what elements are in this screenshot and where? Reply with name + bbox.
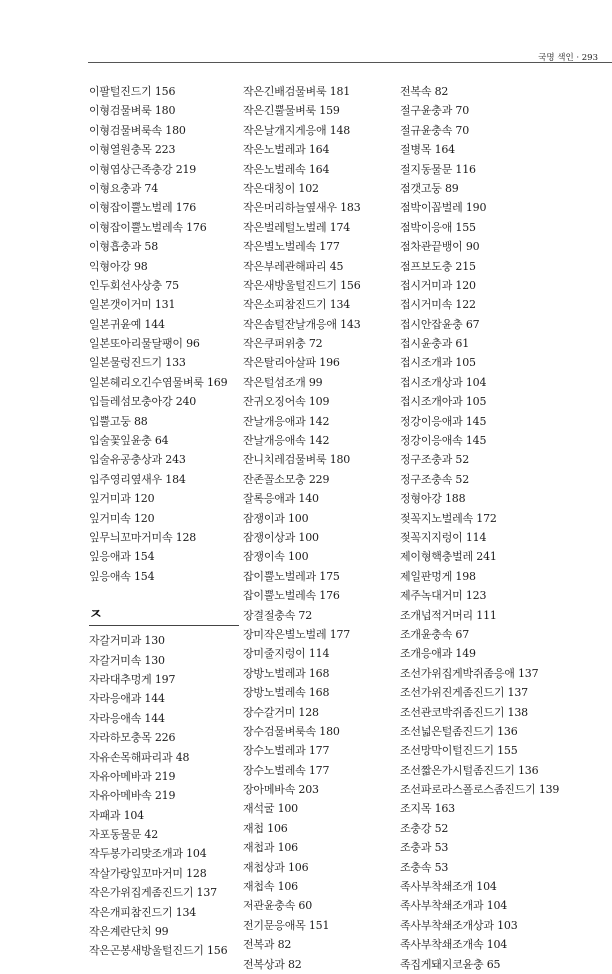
index-entry: 이형잡이뿔노벌레 176	[89, 201, 197, 215]
index-entry: 잠쟁이속 100	[243, 550, 309, 564]
index-entry: 잠쟁이상과 100	[243, 530, 319, 544]
index-entry: 조충속 53	[400, 860, 449, 874]
index-column-2	[243, 82, 403, 974]
index-entry: 잎거미속 120	[89, 511, 155, 525]
index-entry: 입술꽃잎윤충 64	[89, 434, 169, 448]
index-entry: 재석굴 100	[243, 802, 298, 816]
index-entry: 작은개피참진드기 134	[89, 905, 197, 919]
index-entry: 입주영리옆새우 184	[89, 472, 186, 486]
index-entry: 족사부착쇄조개속 104	[400, 938, 508, 952]
index-entry: 작은긴배검물벼룩 181	[243, 85, 351, 98]
index-entry: 자갈거미속 130	[89, 653, 165, 667]
index-entry: 작은부레관해파리 45	[243, 259, 344, 273]
index-entry: 자유손목해파리과 48	[89, 750, 190, 764]
index-entry: 조선관코박쥐좀진드기 138	[400, 705, 528, 719]
index-entry: 전복상과 82	[243, 957, 302, 971]
index-entry: 자라응애과 144	[89, 692, 165, 706]
index-entry: 입들레섬모충아강 240	[89, 395, 197, 409]
index-entry: 제일판멍게 198	[400, 569, 476, 583]
index-entry: 잔날개응애속 142	[243, 434, 330, 448]
index-entry: 장방노벌레속 168	[243, 686, 330, 700]
index-entry: 접시안잡윤충 67	[400, 317, 480, 331]
index-entry: 전기문응애목 151	[243, 918, 330, 932]
index-entry: 접시거미과 120	[400, 278, 476, 292]
section-rule	[89, 625, 239, 626]
index-entry: 점박이응애 155	[400, 220, 476, 234]
index-entry: 자유아메바속 219	[89, 789, 176, 803]
entries-list	[89, 82, 249, 586]
index-entry: 잡이뿔노벌레속 176	[243, 589, 340, 603]
index-entry: 인두회선사상충 75	[89, 278, 179, 292]
index-entry: 젖꼭지노벌레속 172	[400, 511, 497, 525]
index-entry: 작은긴뿔물벼룩 159	[243, 104, 340, 118]
index-entry: 조선가위진게좀진드기 137	[400, 686, 528, 700]
index-entry: 일본헤리오긴수염물벼룩 169	[89, 375, 228, 389]
index-entry: 접시조개아과 105	[400, 395, 487, 409]
index-entry: 재첩과 106	[243, 841, 298, 855]
index-entry: 조개윤충속 67	[400, 627, 470, 641]
index-entry: 제주녹대거미 123	[400, 589, 487, 603]
index-entry: 정구조충과 52	[400, 453, 470, 467]
index-entry: 절지동물문 116	[400, 162, 476, 176]
index-entry: 작두봉가리맞조개과 104	[89, 847, 207, 861]
index-entry: 족사부착쇄조개상과 103	[400, 918, 518, 932]
index-entry: 잡이뿔노벌레과 175	[243, 569, 340, 583]
index-entry: 자유아메바과 219	[89, 769, 176, 783]
index-entry: 작은털섬조개 99	[243, 375, 323, 389]
index-entry: 입술유공충상과 243	[89, 453, 186, 467]
index-entry: 장수검물벼룩속 180	[243, 724, 340, 738]
index-entry: 저관윤충속 60	[243, 899, 313, 913]
index-entry: 조개응애과 149	[400, 647, 476, 661]
entries-list	[400, 82, 590, 974]
index-entry: 일본물렁진드기 133	[89, 356, 186, 370]
index-entry: 전복속 82	[400, 85, 449, 98]
index-entry: 작은대칭이 102	[243, 181, 319, 195]
index-entry: 재첩속 106	[243, 880, 298, 894]
index-entry: 작은소피참진드기 134	[243, 298, 351, 312]
index-entry: 작은별노벌레속 177	[243, 240, 340, 254]
index-entry: 장수노벌레속 177	[243, 763, 330, 777]
index-entry: 절규윤충속 70	[400, 123, 470, 137]
index-entry: 조선파로라스폴로스좀진드기 139	[400, 783, 560, 797]
index-entry: 이형잡이뿔노벌레속 176	[89, 220, 207, 234]
index-entry: 잎거미과 120	[89, 492, 155, 506]
index-entry: 절구윤충과 70	[400, 104, 470, 118]
index-entry: 장미작은별노벌레 177	[243, 627, 351, 641]
index-entry: 정형아강 188	[400, 492, 466, 506]
index-entry: 점차관끝뱅이 90	[400, 240, 480, 254]
index-entry: 잔귀오징어속 109	[243, 395, 330, 409]
index-entry: 일본또아리물달팽이 96	[89, 337, 200, 351]
section-heading: ㅈ	[89, 607, 103, 624]
index-entry: 접시윤충과 61	[400, 337, 470, 351]
index-entry: 족집게돼지코윤충 65	[400, 957, 501, 971]
index-entry: 정구조충속 52	[400, 472, 470, 486]
index-entry: 자포동물문 42	[89, 828, 159, 842]
index-entry: 접시거미속 122	[400, 298, 476, 312]
index-entry: 이형검물벼룩 180	[89, 104, 176, 118]
index-column-1	[89, 82, 249, 961]
index-entry: 재첩상과 106	[243, 860, 309, 874]
entries-list	[243, 82, 403, 974]
index-entry: 자갈거미과 130	[89, 634, 165, 648]
index-entry: 제이형핵충벌레 241	[400, 550, 497, 564]
index-entry: 이형흡충과 58	[89, 240, 159, 254]
index-entry: 점갯고둥 89	[400, 181, 459, 195]
index-entry: 절병목 164	[400, 143, 455, 157]
index-entry: 자라대추멍게 197	[89, 672, 176, 686]
index-entry: 족사부착쇄조개과 104	[400, 899, 508, 913]
index-entry: 조선망막이털진드기 155	[400, 744, 518, 758]
index-column-3	[400, 82, 590, 974]
index-entry: 족사부착쇄조개 104	[400, 880, 497, 894]
index-entry: 입뿔고둥 88	[89, 414, 148, 428]
index-entry: 젖꼭지지렁이 114	[400, 530, 487, 544]
index-entry: 조선넓은털좀진드기 136	[400, 724, 518, 738]
index-entry: 접시조개과 105	[400, 356, 476, 370]
index-entry: 이형열원충목 223	[89, 143, 176, 157]
index-entry: 조충과 53	[400, 841, 449, 855]
index-entry: 작은새방울털진드기 156	[243, 278, 361, 292]
index-entry: 조선가위집게박쥐좀응애 137	[400, 666, 539, 680]
index-entry: 조지목 163	[400, 802, 455, 816]
index-entry: 작살가랑잎꼬마거미 128	[89, 866, 207, 880]
index-entry: 일본귀윤예 144	[89, 317, 165, 331]
index-entry: 잘록응애과 140	[243, 492, 319, 506]
index-entry: 접시조개상과 104	[400, 375, 487, 389]
index-entry: 작은노벌레과 164	[243, 143, 330, 157]
index-entry: 작은머리하늘옆새우 183	[243, 201, 361, 215]
index-entry: 일본갯이거미 131	[89, 298, 176, 312]
index-entry: 장미줄지렁이 114	[243, 647, 330, 661]
section-gap	[89, 586, 249, 605]
index-entry: 잎무늬꼬마거미속 128	[89, 530, 197, 544]
index-entry: 작은계란단치 99	[89, 925, 169, 939]
index-entry: 작은탈리아살파 196	[243, 356, 340, 370]
index-entry: 장방노벌레과 168	[243, 666, 330, 680]
entries-list	[89, 631, 249, 961]
index-entry: 조선짧은가시털좀진드기 136	[400, 763, 539, 777]
index-entry: 작은쿠퍼위충 72	[243, 337, 323, 351]
index-entry: 이형엽상근족충강 219	[89, 162, 197, 176]
index-entry: 장수갈거미 128	[243, 705, 319, 719]
index-entry: 익형아강 98	[89, 259, 148, 273]
index-entry: 자라응애속 144	[89, 711, 165, 725]
index-entry: 잔니치레검물벼룩 180	[243, 453, 351, 467]
index-entry: 작은가위집게좀진드기 137	[89, 886, 217, 900]
index-entry: 잎응애속 154	[89, 569, 155, 583]
index-entry: 장결절충속 72	[243, 608, 313, 622]
index-entry: 전복과 82	[243, 938, 292, 952]
index-entry: 작은솜털잔날개응애 143	[243, 317, 361, 331]
index-entry: 정강이응애과 145	[400, 414, 487, 428]
index-entry: 장수노벌레과 177	[243, 744, 330, 758]
index-entry: 잎응애과 154	[89, 550, 155, 564]
index-entry: 이형요충과 74	[89, 181, 159, 195]
index-entry: 잠쟁이과 100	[243, 511, 309, 525]
header-rule	[88, 62, 612, 63]
index-entry: 점박이꼽벌레 190	[400, 201, 487, 215]
index-entry: 작은날개지게응애 148	[243, 123, 351, 137]
index-entry: 정강이응애속 145	[400, 434, 487, 448]
index-entry: 작은노벌레속 164	[243, 162, 330, 176]
index-entry: 재첩 106	[243, 821, 288, 835]
index-entry: 이팔털진드기 156	[89, 85, 176, 98]
index-entry: 작은벌레털노벌레 174	[243, 220, 351, 234]
index-entry: 이형검물벼룩속 180	[89, 123, 186, 137]
index-entry: 조개넙적거머리 111	[400, 608, 497, 622]
index-entry: 잔존꼴소모충 229	[243, 472, 330, 486]
index-entry: 점프보도충 215	[400, 259, 476, 273]
index-entry: 장아메바속 203	[243, 783, 319, 797]
index-entry: 자라하모충목 226	[89, 731, 176, 745]
running-title: 국명 색인 · 293	[538, 53, 598, 63]
index-entry: 자패과 104	[89, 808, 144, 822]
index-entry: 작은곤봉새방울털진드기 156	[89, 944, 228, 958]
index-entry: 조충강 52	[400, 821, 449, 835]
index-entry: 잔날개응애과 142	[243, 414, 330, 428]
